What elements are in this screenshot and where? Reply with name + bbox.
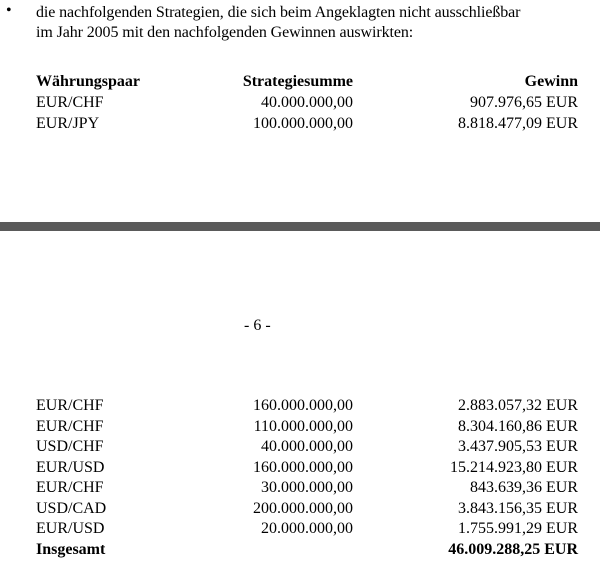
cell-currency-pair: EUR/USD xyxy=(36,520,105,537)
page-number: - 6 - xyxy=(244,317,271,334)
table-row xyxy=(0,396,600,416)
intro-line-1: die nachfolgenden Strategien, die sich beim Angeklagten nicht ausschließbar xyxy=(36,4,521,21)
cell-profit: 907.976,65 EUR xyxy=(470,94,578,111)
cell-currency-pair: EUR/CHF xyxy=(36,479,104,496)
table-row xyxy=(0,499,600,519)
cell-currency-pair: EUR/USD xyxy=(36,459,105,476)
cell-currency-pair: EUR/CHF xyxy=(36,418,104,435)
header-profit: Gewinn xyxy=(524,73,578,90)
cell-currency-pair: EUR/CHF xyxy=(36,94,104,111)
cell-strategy-sum: 200.000.000,00 xyxy=(253,500,353,517)
cell-profit: 843.639,36 EUR xyxy=(470,479,578,496)
bullet-icon: • xyxy=(6,2,12,19)
table-row xyxy=(0,417,600,437)
table-row xyxy=(0,93,600,113)
page-break-divider xyxy=(0,222,600,231)
cell-strategy-sum: 20.000.000,00 xyxy=(261,520,353,537)
cell-strategy-sum: 40.000.000,00 xyxy=(261,94,353,111)
cell-strategy-sum: 30.000.000,00 xyxy=(261,479,353,496)
total-label: Insgesamt xyxy=(36,541,106,558)
table-header xyxy=(0,72,600,92)
header-currency-pair: Währungspaar xyxy=(36,73,141,90)
cell-currency-pair: USD/CHF xyxy=(36,438,104,455)
cell-currency-pair: EUR/CHF xyxy=(36,397,104,414)
cell-strategy-sum: 160.000.000,00 xyxy=(253,459,353,476)
table-row xyxy=(0,114,600,134)
cell-profit: 3.437.905,53 EUR xyxy=(458,438,578,455)
table-row xyxy=(0,437,600,457)
intro-line-2: im Jahr 2005 mit den nachfolgenden Gewinnen auswirkten: xyxy=(36,24,414,41)
cell-currency-pair: USD/CAD xyxy=(36,500,107,517)
table-row xyxy=(0,458,600,478)
table-row xyxy=(0,478,600,498)
cell-strategy-sum: 100.000.000,00 xyxy=(253,115,353,132)
cell-profit: 2.883.057,32 EUR xyxy=(458,397,578,414)
page-5-fragment xyxy=(0,0,600,222)
cell-profit: 8.304.160,86 EUR xyxy=(458,418,578,435)
total-row xyxy=(0,540,600,560)
cell-profit: 3.843.156,35 EUR xyxy=(458,500,578,517)
cell-strategy-sum: 110.000.000,00 xyxy=(253,418,353,435)
table-row xyxy=(0,519,600,539)
cell-profit: 15.214.923,80 EUR xyxy=(450,459,578,476)
cell-profit: 8.818.477,09 EUR xyxy=(458,115,578,132)
cell-currency-pair: EUR/JPY xyxy=(36,115,100,132)
intro-paragraph xyxy=(36,3,586,43)
header-strategy-sum: Strategiesumme xyxy=(242,73,353,90)
total-value: 46.009.288,25 EUR xyxy=(448,541,578,558)
cell-strategy-sum: 160.000.000,00 xyxy=(253,397,353,414)
cell-strategy-sum: 40.000.000,00 xyxy=(261,438,353,455)
cell-profit: 1.755.991,29 EUR xyxy=(458,520,578,537)
